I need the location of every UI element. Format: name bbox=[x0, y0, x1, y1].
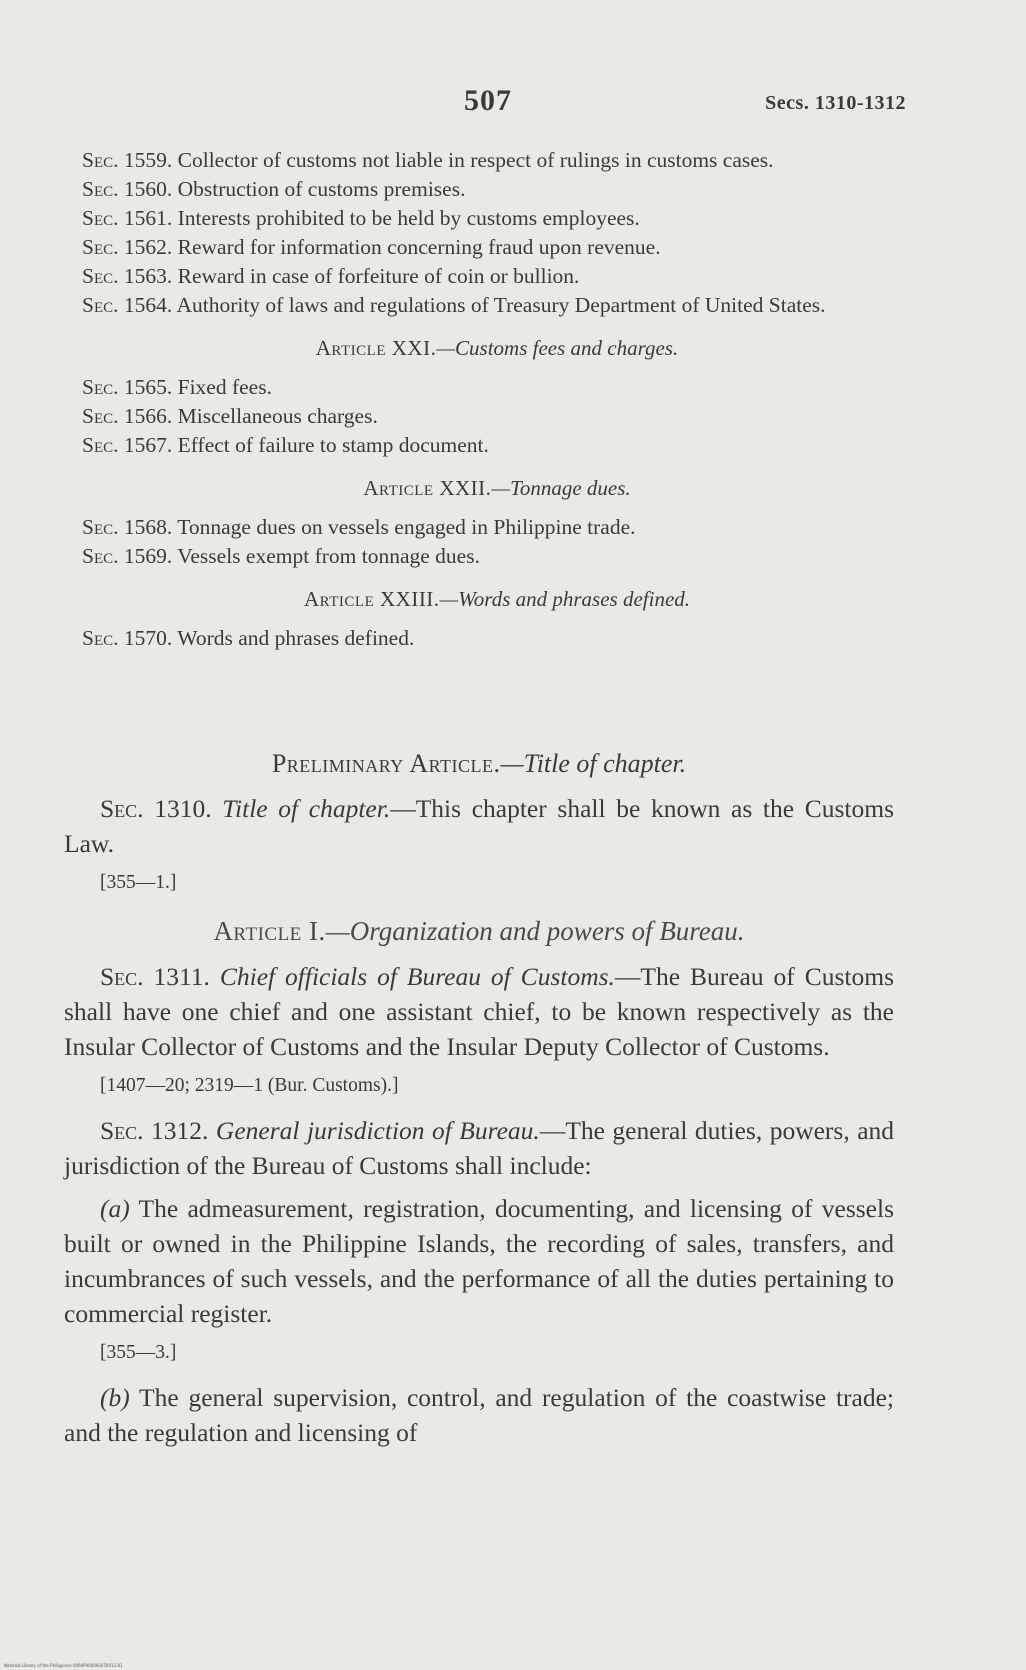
toc-entry bbox=[82, 233, 912, 262]
section-label: Sec. 1311. bbox=[100, 962, 210, 991]
section-1310 bbox=[64, 791, 894, 861]
toc-entry-text: Reward for information concerning fraud upon revenue. bbox=[177, 235, 661, 259]
scan-credit: National Library of the Philippines 0064P000092070012 81 bbox=[4, 1663, 123, 1668]
toc-sec-number: 1564. bbox=[123, 293, 173, 317]
toc-sec-number: 1568. bbox=[123, 515, 173, 539]
toc-sec-label: Sec. bbox=[82, 148, 119, 172]
toc-entry bbox=[82, 624, 912, 653]
toc-article-heading bbox=[82, 474, 912, 503]
toc-sec-number: 1563. bbox=[123, 264, 173, 288]
toc-group bbox=[82, 373, 912, 460]
toc-entry-text: Effect of failure to stamp document. bbox=[177, 433, 489, 457]
toc-entry-text: Vessels exempt from tonnage dues. bbox=[177, 544, 480, 568]
toc-entry bbox=[82, 402, 912, 431]
toc-entry bbox=[82, 175, 912, 204]
toc-sec-label: Sec. bbox=[82, 404, 119, 428]
section-caption: Chief officials of Bureau of Customs. bbox=[219, 962, 615, 991]
toc-entry-text: Words and phrases defined. bbox=[177, 626, 415, 650]
toc-entry bbox=[82, 146, 912, 175]
section-1312 bbox=[64, 1113, 894, 1183]
toc-sec-number: 1567. bbox=[123, 433, 173, 457]
section-text: —This chapter shall be known as the Customs Law. bbox=[64, 794, 895, 858]
toc-sec-number: 1562. bbox=[123, 235, 173, 259]
toc-group bbox=[82, 624, 912, 653]
toc-sec-label: Sec. bbox=[82, 375, 119, 399]
toc-entry bbox=[82, 291, 912, 320]
article-label: Article XXIII. bbox=[303, 587, 440, 611]
clause-label: (b) bbox=[100, 1383, 130, 1412]
toc-entry bbox=[82, 431, 912, 460]
statute-body bbox=[64, 746, 894, 1450]
toc-sec-label: Sec. bbox=[82, 177, 119, 201]
section-caption: Title of chapter. bbox=[222, 794, 391, 823]
toc-sec-label: Sec. bbox=[82, 264, 119, 288]
toc-entry-text: Miscellaneous charges. bbox=[177, 404, 378, 428]
clause-a bbox=[64, 1191, 894, 1331]
toc-entry-text: Reward in case of forfeiture of coin or bullion. bbox=[177, 264, 580, 288]
toc-sec-label: Sec. bbox=[82, 515, 119, 539]
page-number: 507 bbox=[464, 84, 512, 117]
toc-entry-text: Fixed fees. bbox=[177, 375, 272, 399]
toc-sec-number: 1565. bbox=[123, 375, 173, 399]
article-title: —Title of chapter. bbox=[500, 749, 687, 778]
article-label: Preliminary Article. bbox=[271, 749, 501, 778]
article-title: —Tonnage dues. bbox=[491, 476, 631, 500]
toc-sec-label: Sec. bbox=[82, 544, 119, 568]
toc-sec-number: 1560. bbox=[123, 177, 173, 201]
article-title: —Organization and powers of Bureau. bbox=[325, 916, 745, 946]
citation: [1407—20; 2319—1 (Bur. Customs).] bbox=[100, 1075, 399, 1096]
toc-entry-text: Collector of customs not liable in respect of rulings in customs cases. bbox=[177, 148, 774, 172]
toc-sec-number: 1570. bbox=[123, 626, 173, 650]
toc-entry bbox=[82, 262, 912, 291]
toc-sec-number: 1569. bbox=[123, 544, 173, 568]
article-label: Article XXI. bbox=[315, 336, 437, 360]
running-head: Secs. 1310-1312 bbox=[765, 92, 906, 114]
article-1-heading bbox=[64, 914, 894, 949]
article-title: —Words and phrases defined. bbox=[439, 587, 691, 611]
toc-entry bbox=[82, 542, 912, 571]
section-label: Sec. 1312. bbox=[100, 1116, 209, 1145]
toc-entry bbox=[82, 373, 912, 402]
preliminary-article-heading bbox=[64, 746, 894, 781]
toc-entry-text: Authority of laws and regulations of Treasury Department of United States. bbox=[176, 293, 826, 317]
toc-sec-label: Sec. bbox=[82, 433, 119, 457]
section-contents-list bbox=[82, 146, 912, 653]
toc-article-heading bbox=[82, 334, 912, 363]
section-text: —The Bureau of Customs shall have one chief and one assistant chief, to be known respectively as the Insular Collector of Customs and the Insular Deputy Collector of Customs. bbox=[64, 962, 894, 1061]
clause-text: The general supervision, control, and regulation of the coastwise trade; and the regulation and licensing of bbox=[64, 1383, 894, 1447]
citation: [355—1.] bbox=[100, 872, 177, 893]
toc-sec-label: Sec. bbox=[82, 626, 119, 650]
clause-text: The admeasurement, registration, documenting, and licensing of vessels built or owned in the Philippine Islands, the recording of sales, transfers, and incumbrances of such vessels, and the performance of all the duties pertaining to commercial register. bbox=[64, 1194, 894, 1328]
page-header bbox=[0, 84, 1026, 124]
toc-article-heading bbox=[82, 585, 912, 614]
toc-sec-label: Sec. bbox=[82, 235, 119, 259]
toc-entry bbox=[82, 513, 912, 542]
citation: [355—3.] bbox=[100, 1342, 177, 1363]
article-label: Article XXII. bbox=[363, 476, 492, 500]
toc-sec-label: Sec. bbox=[82, 293, 119, 317]
toc-sec-number: 1561. bbox=[123, 206, 173, 230]
toc-entry-text: Tonnage dues on vessels engaged in Philippine trade. bbox=[177, 515, 636, 539]
section-caption: General jurisdiction of Bureau. bbox=[215, 1116, 540, 1145]
section-text: —The general duties, powers, and jurisdiction of the Bureau of Customs shall include: bbox=[64, 1116, 895, 1180]
toc-sec-number: 1566. bbox=[123, 404, 173, 428]
toc-sec-label: Sec. bbox=[82, 206, 119, 230]
toc-group bbox=[82, 146, 912, 320]
toc-entry bbox=[82, 204, 912, 233]
toc-group bbox=[82, 513, 912, 571]
clause-label: (a) bbox=[100, 1194, 130, 1223]
section-label: Sec. 1310. bbox=[100, 794, 212, 823]
article-label: Article I. bbox=[213, 916, 326, 946]
article-title: —Customs fees and charges. bbox=[436, 336, 679, 360]
toc-entry-text: Obstruction of customs premises. bbox=[177, 177, 466, 201]
clause-b bbox=[64, 1380, 894, 1450]
toc-sec-number: 1559. bbox=[123, 148, 173, 172]
toc-entry-text: Interests prohibited to be held by customs employees. bbox=[177, 206, 640, 230]
section-1311 bbox=[64, 959, 894, 1064]
